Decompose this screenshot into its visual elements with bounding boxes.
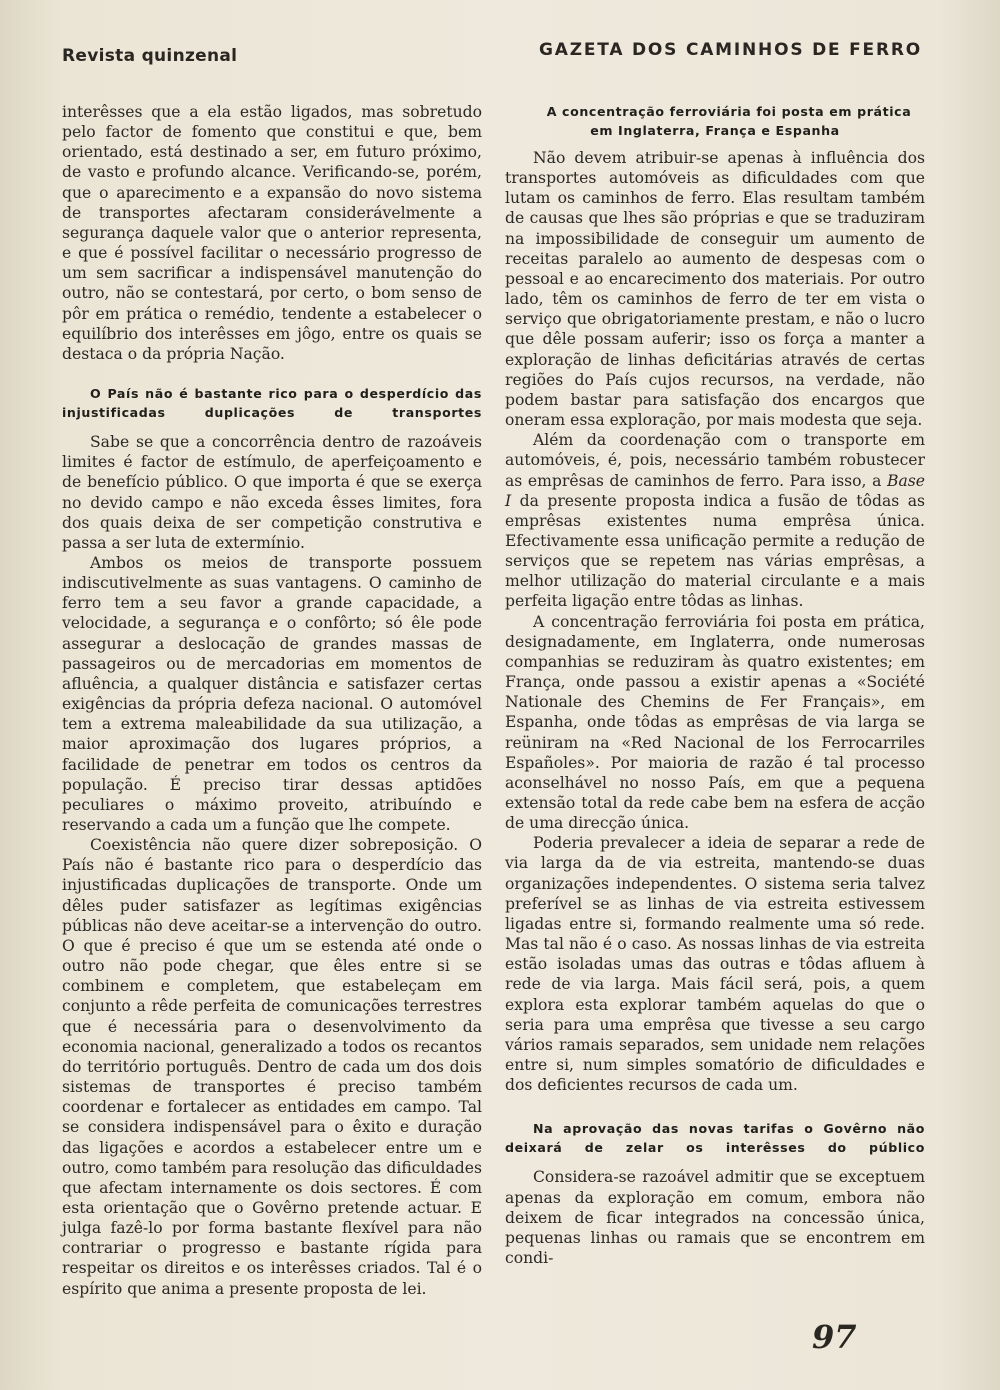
section-heading: A concentração ferroviária foi posta em prática em Inglaterra, França e Espanha (546, 104, 912, 138)
paragraph: interêsses que a ela estão ligados, mas sobretudo pelo factor de fomento que constitui e que, bem orientado, está destinado a ser, em futuro próximo, de vasto e profundo alcance. Verificando-se, porém, que o aparecimento e a expansão do novo sistema de transportes afectaram considerávelmente a segurança daquele valor que o anterior representa, e que é possível facilitar o necessário progresso de um sem sacrificar a indispensável manutenção do outro, não se contestará, por certo, o bom senso de pôr em prática o remédio, tendente a estabelecer o equilíbrio dos interêsses em jôgo, entre os quais se destaca o da própria Nação. (62, 103, 482, 363)
section-heading: O País não é bastante rico para o desperdício das injustificadas duplicações de transportes (62, 386, 482, 421)
paragraph: Sabe se que a concorrência dentro de razoáveis limites é factor de estímulo, de aperfeiçoamento e de benefício público. O que importa é que se exerça no devido campo e não exceda êsses limites, fora dos quais deixa de ser competição construtiva e passa a ser luta de extermínio. (62, 433, 482, 552)
running-head-right: GAZETA DOS CAMINHOS DE FERRO (539, 40, 922, 60)
left-column (62, 102, 482, 1299)
right-column (505, 102, 925, 1268)
base-reference: Base I (505, 471, 925, 510)
paragraph-text: da presente proposta indica a fusão de tôdas as emprêsas existentes numa emprêsa única. Efectivamente essa unificação permite a redução de serviços que se repetem nas várias emprêsas, a melhor utilização do material circulante e a mais perfeita ligação entre tôdas as linhas. (505, 491, 925, 611)
paragraph: Ambos os meios de transporte possuem indiscutivelmente as suas vantagens. O caminho de ferro tem a seu favor a grande capacidade, a velocidade, a segurança e o confôrto; só êle pode assegurar a deslocação de grandes massas de passageiros ou de mercadorias em momentos de afluência, a qualquer distância e satisfazer certas exigências da própria defeza nacional. O automóvel tem a extrema maleabilidade da sua utilização, a maior aproximação dos lugares próprios, a facilidade de penetrar em todos os centros da população. É preciso tirar dessas aptidões peculiares o máximo proveito, atribuíndo e reservando a cada um a função que lhe compete. (62, 553, 482, 834)
paragraph: A concentração ferroviária foi posta em prática, designadamente, em Inglaterra, onde numerosas companhias se reduziram às quatro existentes; em França, onde passou a existir apenas a «Société Nationale des Chemins de Fer Français», em Espanha, onde tôdas as emprêsas de via larga se reüniram na «Red Nacional de los Ferrocarriles Españoles». Por maioria de razão é tal processo aconselhável no nosso País, em que a pequena extensão total da rede cabe bem na esfera de acção de uma direcção única. (505, 612, 925, 833)
paragraph: Coexistência não quere dizer sobreposição. O País não é bastante rico para o desperdício das injustificadas duplicações de transporte. Onde um dêles puder satisfazer as legítimas exigências públicas não deve aceitar-se a intervenção do outro. O que é preciso é que um se estenda até onde o outro não pode chegar, que êles entre si se combinem e completem, que estabeleçam em conjunto a rêde perfeita de comunicações terrestres que é necessária para o desenvolvimento da economia nacional, generalizado a todos os recantos do território português. Dentro de cada um dos dois sistemas de transportes é preciso também coordenar e fortalecer as entidades em campo. Tal se considera indispensável para o êxito e duração das ligações e acordos a estabelecer entre um e outro, como também para resolução das dificuldades que afectam internamente os dois sectores. É com esta orientação que o Govêrno pretende actuar. E julga fazê-lo por forma bastante flexível para não contrariar o progresso e bastante rígida para respeitar os direitos e os interêsses criados. Tal é o espírito que anima a presente proposta de lei. (62, 836, 482, 1298)
section-heading: Na aprovação das novas tarifas o Govêrno não deixará de zelar os interêsses do público (505, 1121, 925, 1156)
paragraph-text: Além da coordenação com o transporte em automóveis, é, pois, necessário também robustecer as emprêsas de caminhos de ferro. Para isso, a (505, 431, 925, 490)
paragraph (505, 430, 925, 611)
paragraph: Não devem atribuir-se apenas à influência dos transportes automóveis as dificuldades com que lutam os caminhos de ferro. Elas resultam também de causas que lhes são próprias e que se traduziram na impossibilidade de conseguir um aumento de receitas paralelo ao aumento de despesas com o pessoal e ao encarecimento dos materiais. Por outro lado, têm os caminhos de ferro de ter em vista o serviço que obrigatoriamente prestam, e não o lucro que dêle possam auferir; isso os força a manter a exploração de linhas deficitárias através de certas regiões do País cujos recursos, na verdade, não podem bastar para satisfação dos encargos que oneram essa exploração, por mais modesta que seja. (505, 149, 925, 430)
page-number: 97 (812, 1318, 857, 1356)
paragraph: Poderia prevalecer a ideia de separar a rede de via larga da de via estreita, mantendo-se duas organizações independentes. O sistema seria talvez preferível se as linhas de via estreita estivessem ligadas entre si, formando realmente uma só rede. Mas tal não é o caso. As nossas linhas de via estreita estão isoladas umas das outras e tôdas afluem à rede de via larga. Mais fácil será, pois, a quem explora esta explorar também aquelas do que o seria para uma emprêsa que tivesse a seu cargo vários ramais separados, sem unidade nem relações entre si, num simples somatório de dificuldades e dos deficientes recursos de cada um. (505, 834, 925, 1095)
paragraph: Considera-se razoável admitir que se exceptuem apenas da exploração em comum, embora não deixem de ficar integrados na concessão única, pequenas linhas ou ramais que se encontrem em condi- (505, 1168, 925, 1267)
running-head-left: Revista quinzenal (62, 46, 238, 66)
